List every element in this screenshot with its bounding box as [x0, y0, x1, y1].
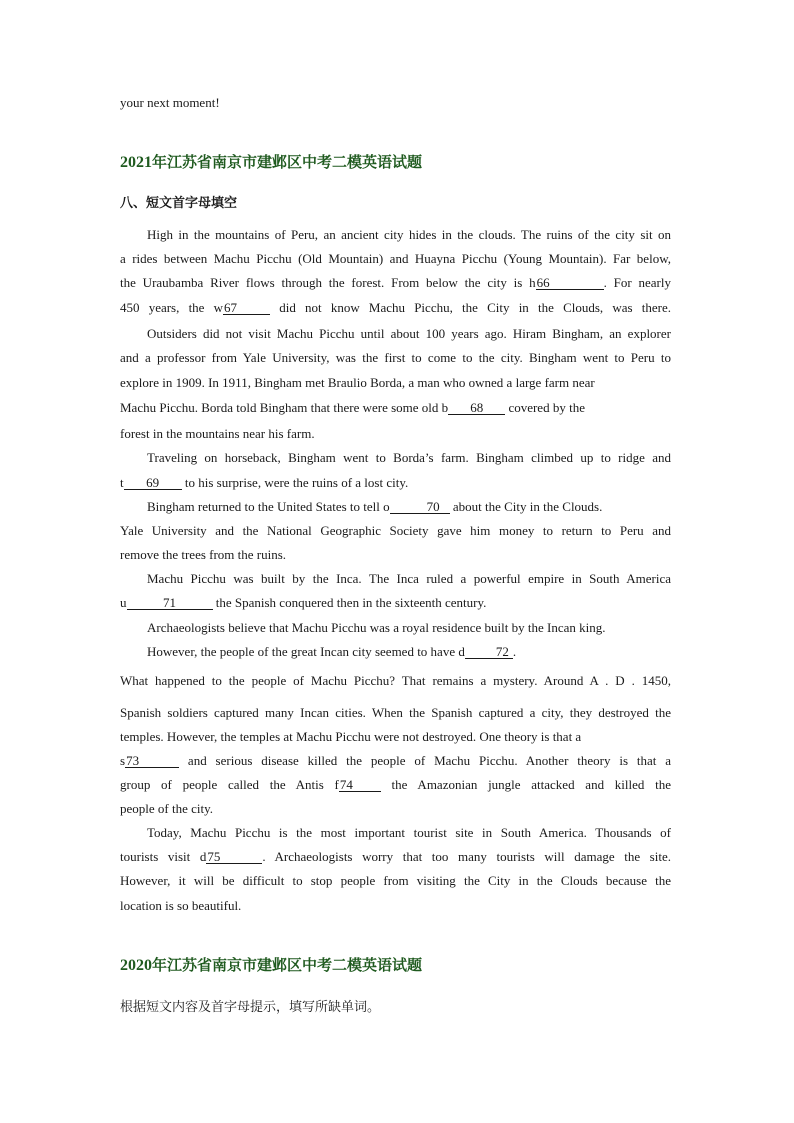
passage-line — [120, 375, 671, 391]
top-fragment: your next moment! — [120, 95, 220, 110]
blank-69[interactable]: 69 — [124, 476, 182, 490]
passage-line — [120, 450, 671, 466]
line-text: Archaeologists believe that Machu Picchu was a royal residence built by the Incan king. — [147, 620, 606, 635]
blank-72[interactable]: 72 — [465, 645, 513, 659]
section-heading-2021 — [120, 151, 422, 172]
line-text: . — [512, 644, 517, 659]
passage-line — [120, 547, 671, 563]
line-text: forest in the mountains near his farm. — [120, 426, 315, 441]
passage-line — [120, 753, 671, 769]
heading-title: 年江苏省南京市建邺区中考二模英语试题 — [152, 153, 423, 171]
blank-75[interactable]: 75 — [206, 850, 262, 864]
line-text: Bingham returned to the United States to tell o — [147, 499, 390, 514]
instruction-text: 根据短文内容及首字母提示，填写所缺单词。 — [120, 1000, 381, 1015]
line-text: people of the city. — [120, 801, 214, 816]
passage-line — [120, 251, 671, 267]
passage-line — [120, 849, 671, 865]
line-text: the Spanish conquered then in the sixteenth century. — [212, 595, 487, 610]
line-text: Traveling on horseback, Bingham went to Borda’s farm. Bingham climbed up to ridge and — [147, 450, 671, 465]
passage-line — [120, 595, 671, 611]
passage-line — [120, 523, 671, 539]
line-text: a rides between Machu Picchu (Old Mountain) and Huayna Picchu (Young Mountain). Far below, — [120, 251, 671, 266]
passage-line — [120, 777, 671, 793]
blank-74[interactable]: 74 — [339, 778, 381, 792]
passage-line — [120, 275, 671, 291]
line-text: to his surprise, were the ruins of a lost city. — [181, 475, 409, 490]
line-text: t — [120, 475, 124, 490]
blank-71[interactable]: 71 — [127, 596, 213, 610]
line-text: . Archaeologists worry that too many tourists will damage the site. — [262, 849, 671, 864]
passage-line — [120, 801, 671, 817]
line-text: about the City in the Clouds. — [449, 499, 603, 514]
passage-line — [120, 620, 671, 636]
heading-title: 年江苏省南京市建邺区中考二模英语试题 — [152, 956, 423, 974]
line-text: Outsiders did not visit Machu Picchu until about 100 years ago. Hiram Bingham, an explorer — [147, 326, 671, 341]
line-text: tourists visit d — [120, 849, 207, 864]
passage-line — [120, 898, 671, 914]
line-text: group of people called the Antis f — [120, 777, 339, 792]
blank-67[interactable]: 67 — [223, 301, 270, 315]
passage-line — [120, 644, 671, 660]
line-text: Machu Picchu. Borda told Bingham that there were some old b — [120, 400, 449, 415]
passage-line — [120, 326, 671, 342]
section-heading-2020 — [120, 954, 422, 975]
line-text: the Amazonian jungle attacked and killed the — [380, 777, 671, 792]
passage-line — [120, 350, 671, 366]
passage-line — [120, 300, 671, 316]
passage-line — [120, 673, 671, 689]
blank-73[interactable]: 73 — [125, 754, 179, 768]
passage-line — [120, 426, 671, 442]
part-title: 八、短文首字母填空 — [120, 196, 238, 211]
heading-year: 2021 — [120, 154, 152, 171]
line-text: temples. However, the temples at Machu Picchu were not destroyed. One theory is that a — [120, 729, 582, 744]
line-text: However, the people of the great Incan city seemed to have d — [147, 644, 465, 659]
line-text: Machu Picchu was built by the Inca. The Inca ruled a powerful empire in South America — [147, 571, 671, 586]
line-text: u — [120, 595, 127, 610]
line-text: remove the trees from the ruins. — [120, 547, 287, 562]
passage-line — [120, 400, 671, 416]
blank-70[interactable]: 70 — [390, 500, 450, 514]
line-text: High in the mountains of Peru, an ancient city hides in the clouds. The ruins of the city sit on — [147, 227, 671, 242]
blank-68[interactable]: 68 — [448, 401, 505, 415]
passage-line — [120, 825, 671, 841]
line-text: did not know Machu Picchu, the City in the Clouds, was there. — [270, 300, 671, 315]
line-text: Today, Machu Picchu is the most important tourist site in South America. Thousands of — [147, 825, 671, 840]
line-text: 450 years, the w — [120, 300, 224, 315]
line-text: Yale University and the National Geographic Society gave him money to return to Peru and — [120, 523, 671, 538]
line-text: . For nearly — [603, 275, 671, 290]
line-text: and serious disease killed the people of Machu Picchu. Another theory is that a — [179, 753, 671, 768]
heading-year: 2020 — [120, 957, 152, 974]
line-text: location is so beautiful. — [120, 898, 242, 913]
passage-line — [120, 499, 671, 515]
passage-line — [120, 227, 671, 243]
line-text: explore in 1909. In 1911, Bingham met Braulio Borda, a man who owned a large farm near — [120, 375, 595, 390]
line-text: What happened to the people of Machu Picchu? That remains a mystery. Around A . D . 1450, — [120, 673, 671, 688]
line-text: the Uraubamba River flows through the forest. From below the city is h — [120, 275, 536, 290]
passage-line — [120, 873, 671, 889]
blank-66[interactable]: 66 — [536, 276, 604, 290]
passage-line — [120, 475, 671, 491]
passage-line — [120, 729, 671, 745]
passage-line — [120, 705, 671, 721]
line-text: s — [120, 753, 126, 768]
passage-line — [120, 571, 671, 587]
line-text: and a professor from Yale University, was the first to come to the city. Bingham went to Peru to — [120, 350, 671, 365]
line-text: However, it will be difficult to stop people from visiting the City in the Clouds because the — [120, 873, 671, 888]
line-text: Spanish soldiers captured many Incan cities. When the Spanish captured a city, they destroyed the — [120, 705, 671, 720]
line-text: covered by the — [505, 400, 585, 415]
